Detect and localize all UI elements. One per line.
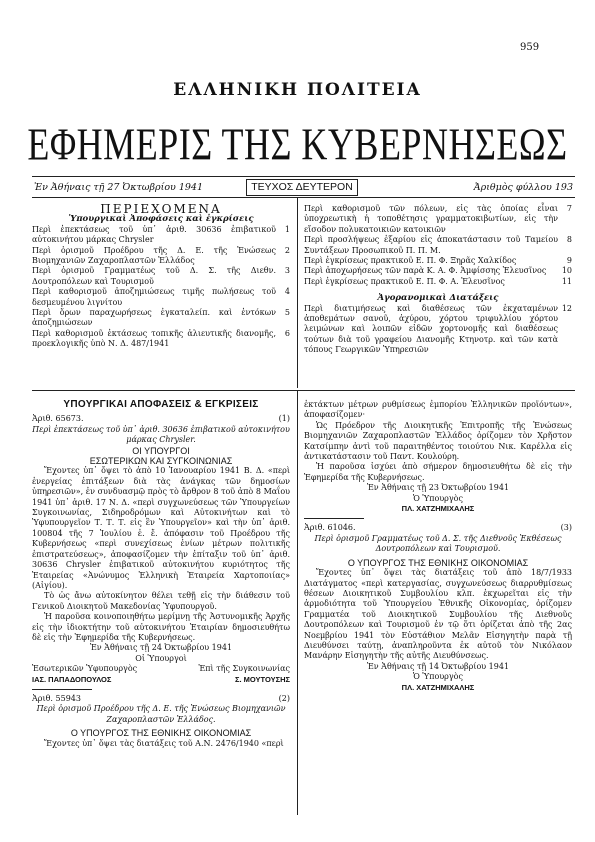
toc-item[interactable]: Περὶ καθορισμοῦ ἐκτάσεως τοπικῆς ἁλιευτικῆς διανομῆς, προεκλογικῆς ὑπὸ Ν. Δ. 487/1941 6: [32, 328, 290, 349]
article-3-signature-heading: Ὁ Ὑπουργὸς: [413, 672, 463, 682]
article-2-header: [32, 694, 290, 704]
gazette-title: ΕΦΗΜΕΡΙΣ ΤΗΣ ΚΥΒΕΡΝΗΣΕΩΣ: [27, 119, 568, 170]
toc-item[interactable]: Περὶ καθορισμοῦ τῶν πόλεων, εἰς τὰς ὁποίας εἶναι ὑποχρεωτικὴ ἡ τοποθέτησις γραμματοκιβωτίων, εἰς τὴν εἴσοδον πολυκατοικιῶν κατοικιῶν 7: [304, 204, 572, 234]
body-left: [32, 400, 290, 749]
article-2-subject: Περὶ ὁρισμοῦ Προέδρου τῆς Δ. Ε. τῆς Ἑνώσεως Βιομηχανιῶν Ζαχαροπλαστῶν Ἑλλάδος.: [36, 704, 286, 724]
article-separator: [32, 689, 92, 690]
contents-left: [32, 204, 290, 350]
article-2-date: Ἐν Ἀθήναις τῇ 23 Ὀκτωβρίου 1941: [366, 483, 510, 493]
article-2-signature-heading: Ὁ Ὑπουργὸς: [413, 493, 463, 503]
toc-item[interactable]: Περὶ διατιμήσεως καὶ διαθέσεως τῶν ἐκχαταμένων ἀποθεμάτων σανοῦ, ἀχύρου, χόρτου τριφυλλίου χόρτου λειμώνων καὶ λοιπῶν εἰδῶν χορτονομῆς καὶ διαθέσεως τούτων διὰ τοῦ γραφείου Διανομῆς Κτηνοτρ. καὶ τῶν κατὰ τόπους Γεωργικῶν Ὑπηρεσιῶν 12: [304, 303, 572, 355]
issue-date: Ἐν Ἀθήναις τῇ 27 Ὀκτωβρίου 1941: [34, 182, 204, 193]
toc-item[interactable]: Περὶ καθορισμοῦ ἀποζημιώσεως τιμῆς πωλήσεως τοῦ δεσμευμένου λιγνίτου 4: [32, 287, 290, 307]
article-1-signature-roles: Ἐσωτερικῶν Ὑφυπουργὸς Ἐπὶ τῆς Συγκοινωνίας: [32, 664, 290, 674]
article-1-signature-names: ΙΑΣ. ΠΑΠΑΔΟΠΟΥΛΟΣ Σ. ΜΟΥΤΟΥΣΗΣ: [32, 674, 290, 684]
toc-item[interactable]: Περὶ ἐπεκτάσεως τοῦ ὑπ᾽ ἀριθ. 30636 ἐπιβατικοῦ αὐτοκινήτου μάρκας Chrysler 1: [32, 224, 290, 245]
toc-item[interactable]: Περὶ ἐγκρίσεως πρακτικοῦ Ε. Π. Φ. Α. Ἐλευσῖνος 11: [304, 276, 572, 286]
contents-subheading-market: Ἀγορανομικαὶ Διατάξεις: [377, 293, 499, 304]
article-2-text: Ἔχοντες ὑπ᾽ ὄψει τὰς διατάξεις τοῦ Α.Ν. 2476/1940 «περὶ: [44, 738, 284, 748]
article-2-continuation-2: Ὡς Πρόεδρον τῆς Διοικητικῆς Ἐπιτροπῆς τῆς Ἑνώσεως Βιομηχανιῶν Ζαχαροπλαστῶν Ἑλλάδος ὁρίζομεν τὸν Χρῆστον Κατσίμπην ἀντὶ τοῦ παραιτηθέντος τοιούτου Νικ. Καρέλλα εἰς ἀντικατάστασιν τοῦ Παντ. Κουλούρη.: [304, 420, 572, 462]
article-1-ministry-line1: ΟΙ ΥΠΟΥΡΓΟΙ: [132, 445, 190, 456]
page-number: 959: [520, 42, 540, 53]
article-1-number: Ἀριθ. 65673.: [32, 414, 84, 424]
body-right: [304, 400, 572, 693]
article-2-number: Ἀριθ. 55943: [32, 693, 81, 703]
body-divider: [297, 390, 298, 815]
article-3-date: Ἐν Ἀθήναις τῇ 14 Ὀκτωβρίου 1941: [366, 661, 510, 671]
state-heading: ΕΛΛΗΝΙΚΗ ΠΟΛΙΤΕΙΑ: [173, 80, 422, 100]
toc-item[interactable]: Περὶ ἀποχωρήσεως τῶν παρὰ Κ. Α. Φ. Ἀμφίσσης Ἐλευσῖνος 10: [304, 266, 572, 276]
contents-rule: [32, 390, 575, 391]
article-2-ministry: Ο ΥΠΟΥΡΓΟΣ ΤΗΣ ΕΘΝΙΚΗΣ ΟΙΚΟΝΟΜΙΑΣ: [70, 728, 252, 739]
article-1-mark: (1): [278, 414, 290, 424]
article-1-signature-heading: Οἱ Ὑπουργοὶ: [135, 653, 187, 663]
article-2-continuation-3: Ἡ παροῦσα ἰσχύει ἀπὸ σήμερον δημοσιευθήτω δὲ εἰς τὴν Ἐφημερίδα τῆς Κυβερνήσεως.: [304, 462, 572, 482]
article-1-subject: Περὶ ἐπεκτάσεως τοῦ ὑπ᾽ ἀριθ. 30636 ἐπιβατικοῦ αὐτοκινήτου μάρκας Chrysler.: [32, 424, 290, 445]
article-1-text-3: Ἡ παροῦσα κοινοποιηθήτω μερίμνῃ τῆς Ἀστυνομικῆς Ἀρχῆς εἰς τὴν ἰδιοκτήτην τοῦ αὐτοκινήτου Ἑταιρίαν δημοσιευθήτω δὲ εἰς τὴν Ἐφημερίδα τῆς Κυβερνήσεως.: [32, 612, 290, 642]
article-2-mark: (2): [278, 693, 290, 703]
contents-subheading-decisions: Ὑπουργικαὶ Ἀποφάσεις καὶ ἐγκρίσεις: [68, 214, 254, 225]
article-1-date: Ἐν Ἀθήναις τῇ 24 Ὀκτωβρίου 1941: [89, 643, 233, 653]
article-3-subject: Περὶ ὁρισμοῦ Γραμματέως τοῦ Δ. Σ. τῆς Διεθνοῦς Ἐκθέσεως Δουτροπόλεων καὶ Τουρισμοῦ.: [314, 533, 562, 554]
toc-item[interactable]: Περὶ ἐγκρίσεως πρακτικοῦ Ε. Π. Φ. Ξηρᾶς Χαλκίδος 9: [304, 256, 572, 266]
contents-heading: ΠΕΡΙΕΧΟΜΕΝΑ: [100, 202, 222, 216]
article-3-mark: (3): [560, 523, 572, 533]
toc-item[interactable]: Περὶ ὅρων παραχωρήσεως ἐγκαταλείπ. καὶ ἐντόκων ἀποζημιώσεων 5: [32, 308, 290, 328]
article-3-text: Ἔχοντες ὑπ᾽ ὄψει τὰς διατάξεις τοῦ ἀπὸ 18/7/1933 Διατάγματος «περὶ κατεργασίας, συγχωνεύσεως διαρρυθμίσεως θέσεων Διοικητικοῦ Συμβουλίου κλπ. ἐκχωρεῖται εἰς τὴν ἁρμοδιότητα τοῦ Ὑπουργείου Ἐθνικῆς Οἰκονομίας, ὁρίζομεν Γραμματέα τοῦ Διοικητικοῦ Συμβουλίου τῆς Διεθνοῦς Δουτροπόλεων καὶ Τουρισμοῦ ἐν τῷ ὅτι ὁρίζεται ἀπὸ τῆς 2ας Νοεμβρίου 1941 τὸν Εὐστάθιον Μελᾶν Εἰσηγητὴν παρὰ τῇ Διευθύνσει ταύτῃ, ἀναπληροῦντα ἐκ αὐτοῦ τὸν Νικόλαον Μανάρην Εἰσηγητὴν τῆς αὐτῆς Διευθύνσεως.: [304, 568, 572, 661]
toc-item[interactable]: Περὶ ὁρισμοῦ Γραμματέως τοῦ Δ. Σ. τῆς Διεθν. Δουτροπόλεων καὶ Τουρισμοῦ 3: [32, 266, 290, 286]
article-1-text-1: Ἔχοντες ὑπ᾽ ὄψει τὸ ἀπὸ 10 Ἰανουαρίου 1941 Β. Δ. «περὶ ἐνεργείας ἐπιτάξεων διὰ τὰς ἀνάγκας τῶν δημοσίων ὑπηρεσιῶν», ἐν συνδυασμῷ πρὸς τὸ ἄρθρον 8 τοῦ ἀπὸ 8 Μαΐου 1941 ὑπ᾽ ἀριθ. 17 Ν. Δ. «περὶ συγχωνεύσεως τῶν Ὑπουργείων Συγκοινωνίας, Σιδηροδρόμων καὶ Αὐτοκινήτων καὶ τὸ Ὑφυπουργεῖον Τ. Τ. Τ. εἰς ἓν Ὑπουργεῖον» καὶ τὴν ὑπ᾽ ἀριθ. 100804 τῆς 7 Ἰουλίου ἐ. ἔ. ἀπόφασιν τοῦ Προέδρου τῆς Κυβερνήσεως «περὶ συνεχίσεως ἐνίων μέτρων πολιτικῆς ἐπιστρατεύσεως», ἀποφασίζομεν τὴν ἐπίταξιν τοῦ ὑπ᾽ ἀριθ. 30636 Chrysler ἐπιβατικοῦ αὐτοκινήτου κυριότητος τῆς Ἑταιρείας «Ἀνώνυμος Ἑλληνικὴ Ἑταιρεία Χαρτοποιίας» (Αἰγίου).: [32, 466, 290, 590]
article-2-signature-name: ΠΛ. ΧΑΤΖΗΜΙΧΑΛΗΣ: [401, 504, 475, 514]
contents-right: [304, 204, 572, 356]
article-3-signature-name: ΠΛ. ΧΑΤΖΗΜΙΧΑΛΗΣ: [401, 682, 475, 692]
sheet-number: Ἀριθμὸς φύλλου 193: [473, 182, 573, 193]
article-1-text-2: Τὸ ὡς ἄνω αὐτοκίνητον θέλει τεθῇ εἰς τὴν διάθεσιν τοῦ Γενικοῦ Διοικητοῦ Μακεδονίας Ὑφυπουργοῦ.: [32, 591, 290, 611]
toc-item[interactable]: Περὶ προσλήψεως ἐξαρίου εἰς ἀποκατάστασιν τοῦ Ταμείου Συντάξεων Προσωπικοῦ Π. Π. Μ. 8: [304, 235, 572, 255]
article-2-continuation: ἐκτάκτων μέτρων ρυθμίσεως ἐμπορίου Ἑλληνικῶν προϊόντων», ἀποφασίζομεν·: [304, 400, 572, 420]
masthead-rule-bottom: [32, 197, 575, 198]
section-title: ΥΠΟΥΡΓΙΚΑΙ ΑΠΟΦΑΣΕΙΣ & ΕΓΚΡΙΣΕΙΣ: [63, 399, 259, 410]
toc-item[interactable]: Περὶ ὁρισμοῦ Προέδρου τῆς Δ. Ε. τῆς Ἑνώσεως Βιομηχανιῶν Ζαχαροπλαστῶν Ἑλλάδος 2: [32, 245, 290, 266]
article-3-number: Ἀριθ. 61046.: [304, 523, 356, 533]
issue-row: [32, 178, 575, 198]
article-1-ministry-line2: ΕΣΩΤΕΡΙΚΩΝ ΚΑΙ ΣΥΓΚΟΙΝΩΝΙΑΣ: [89, 456, 233, 467]
article-3-header: [304, 523, 572, 533]
issue-part-box: ΤΕΥΧΟΣ ΔΕΥΤΕΡΟΝ: [246, 179, 358, 196]
contents-divider: [297, 198, 298, 388]
masthead-rule-top: [32, 176, 575, 177]
article-separator: [304, 518, 364, 519]
article-3-ministry: Ο ΥΠΟΥΡΓΟΣ ΤΗΣ ΕΘΝΙΚΗΣ ΟΙΚΟΝΟΜΙΑΣ: [347, 557, 529, 568]
article-1-header: [32, 414, 290, 424]
